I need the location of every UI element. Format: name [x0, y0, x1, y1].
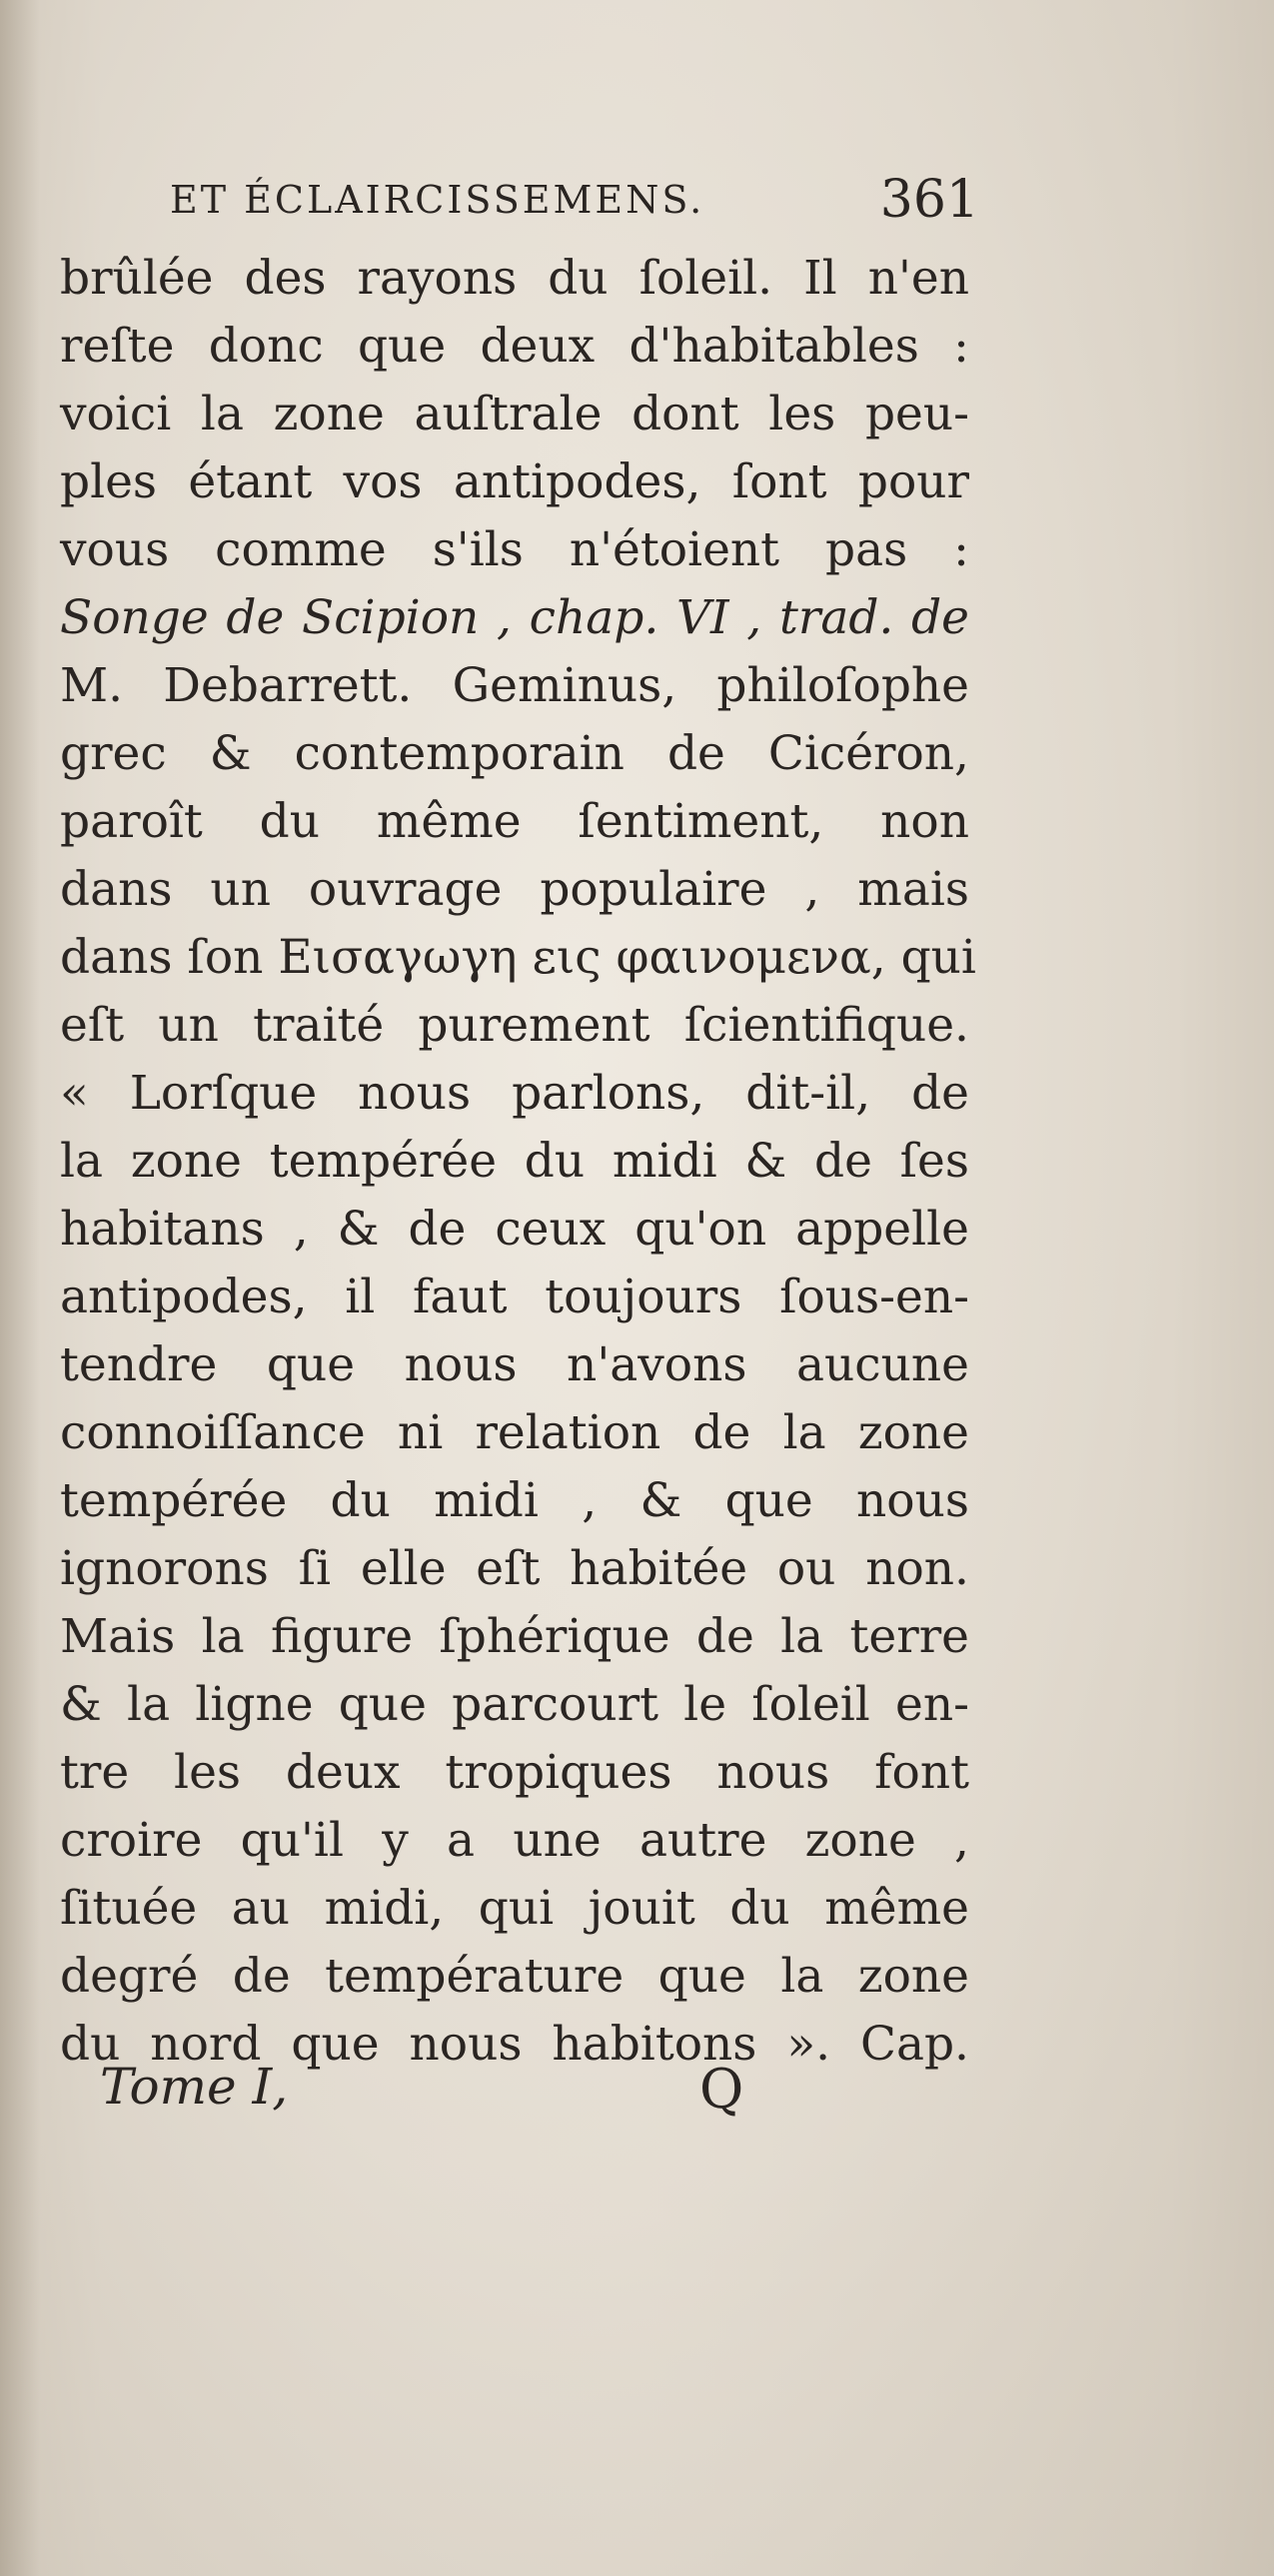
text-line: degré de température que la zone: [60, 1949, 969, 2004]
text-line: brûlée des rayons du ſoleil. Il n'en: [60, 251, 969, 306]
text-line: reſte donc que deux d'habitables :: [60, 319, 969, 374]
page-footer: [100, 2058, 799, 2128]
text-line: paroît du même ſentiment, non: [60, 794, 969, 849]
page-number: 361: [879, 170, 979, 230]
running-header: [170, 170, 979, 230]
text-line: antipodes, il faut toujours ſous-en-: [60, 1270, 969, 1324]
text-line: croire qu'il y a une autre zone ,: [60, 1813, 969, 1868]
text-line: « Lorſque nous parlons, dit-il, de: [60, 1066, 969, 1121]
text-line: du nord que nous habitons ». Cap.: [60, 2017, 969, 2072]
text-line: dans un ouvrage populaire , mais: [60, 862, 969, 917]
text-line: ples étant vos antipodes, ſont pour: [60, 454, 969, 509]
page-gutter-shadow: [0, 0, 40, 2576]
text-line: Mais la figure ſphérique de la terre: [60, 1609, 969, 1664]
text-line: habitans , & de ceux qu'on appelle: [60, 1202, 969, 1257]
text-line: tre les deux tropiques nous font: [60, 1745, 969, 1800]
text-line: connoiſſance ni relation de la zone: [60, 1405, 969, 1460]
signature-mark: Q: [699, 2058, 744, 2121]
text-line: grec & contemporain de Cicéron,: [60, 726, 969, 781]
running-title: ET ÉCLAIRCISSEMENS.: [170, 178, 705, 222]
text-line: voici la zone auſtrale dont les peu-: [60, 387, 969, 441]
volume-label: Tome I,: [100, 2058, 289, 2116]
text-line: vous comme s'ils n'étoient pas :: [60, 522, 969, 577]
text-line: tempérée du midi , & que nous: [60, 1473, 969, 1528]
text-line: ignorons ſi elle eſt habitée ou non.: [60, 1541, 969, 1596]
text-line: eſt un traité purement ſcientifique.: [60, 998, 969, 1053]
text-line: ſituée au midi, qui jouit du même: [60, 1881, 969, 1936]
text-line-greek: dans ſon Εισαγωγη εις φαινομενα, qui: [60, 930, 976, 985]
text-line-citation: Songe de Scipion , chap. VI , trad. de: [60, 590, 969, 645]
text-line: & la ligne que parcourt le ſoleil en-: [60, 1677, 969, 1732]
body-text: [60, 245, 976, 2079]
text-line: M. Debarrett. Geminus, philoſophe: [60, 658, 969, 713]
text-line: tendre que nous n'avons aucune: [60, 1337, 969, 1392]
text-line: la zone tempérée du midi & de ſes: [60, 1134, 969, 1189]
